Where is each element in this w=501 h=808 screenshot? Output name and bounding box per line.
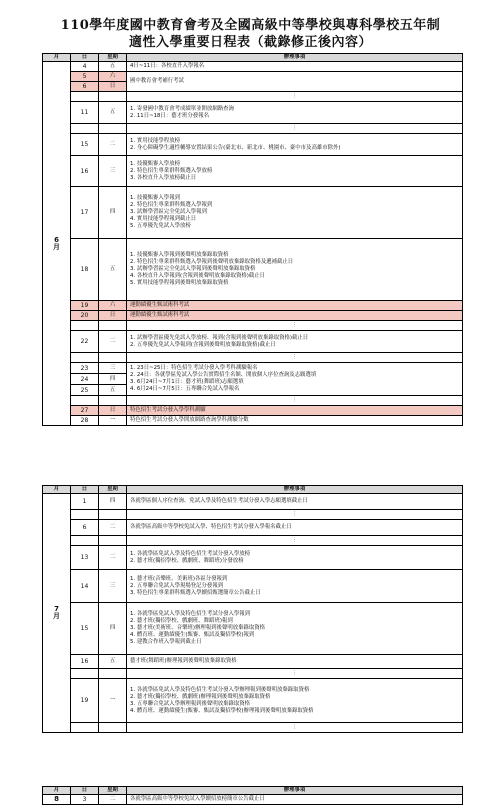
event-cell [127, 156, 463, 187]
table-row [43, 679, 463, 723]
event-cell [127, 134, 463, 156]
event-line: 5. 建教合作班入學報到截止日 [130, 639, 202, 645]
gap-row [43, 396, 463, 406]
event-line: 3. 6月24日~7月1日：藝才班(舞蹈班)志願選填 [130, 379, 244, 385]
table-row [43, 72, 463, 82]
day-cell: 4 [71, 62, 99, 72]
header-day: 日 [71, 486, 99, 494]
header-day: 日 [71, 54, 99, 62]
event-line: 1. 各就學區免試入學及特色招生考試分發入學辦理報到後聲明放棄錄取資格 [130, 686, 310, 693]
day-cell: 13 [71, 546, 99, 570]
event-line: 3. 五專聯合免試入學辦理報到後聲明放棄錄取資格 [130, 700, 251, 707]
header-event: 辦理事項 [127, 787, 463, 795]
event-cell [127, 239, 463, 301]
day-cell: 28 [71, 416, 99, 426]
gap-row [43, 669, 463, 679]
gap-mark: ⋮ [127, 536, 463, 546]
table-row [43, 187, 463, 239]
day-cell: 19 [71, 301, 99, 311]
event-cell [127, 331, 463, 353]
event-cell [127, 62, 463, 72]
gap-row [43, 723, 463, 733]
weekday-cell: 日 [99, 406, 127, 416]
event-line: 3. 試辦學習區完全免試入學報到 [130, 209, 207, 215]
weekday-cell: 二 [99, 134, 127, 156]
table-row [43, 494, 463, 510]
day-cell: 16 [71, 156, 99, 187]
event-cell [127, 187, 463, 239]
header-event: 辦理事項 [127, 54, 463, 62]
month-label: 7 月 [53, 605, 60, 620]
event-line: 各就學區高級中等學校免試入學續招放榜簡章公告截止日 [130, 796, 265, 802]
gap-mark: ⋮ [127, 510, 463, 520]
event-line: 2. 特色招生專業群科甄選入學放榜 [130, 167, 213, 174]
event-cell [127, 416, 463, 426]
header-day: 日 [71, 787, 99, 795]
weekday-cell: 二 [99, 546, 127, 570]
event-line: 藝才班(舞蹈班)辦理報到後聲明放棄錄取資格 [130, 658, 237, 664]
gap-mark: ⋮ [127, 669, 463, 679]
month-cell-august: 8 [43, 795, 71, 805]
weekday-cell: 五 [99, 62, 127, 72]
event-line: 國中教育會考補行考試 [130, 78, 184, 84]
weekday-cell: 一 [99, 416, 127, 426]
event-cell [127, 102, 463, 124]
event-line: 4. 實用技能學程報到截止日 [130, 216, 197, 222]
weekday-cell: 日 [99, 82, 127, 92]
weekday-cell: 二 [99, 795, 127, 805]
table-header [43, 54, 463, 62]
weekday-cell: 五 [99, 239, 127, 301]
event-line: 1. 試辦學習區優先免試入學放榜、報到(含報到後聲明放棄錄取資格)截止日 [130, 334, 309, 341]
weekday-cell: 二 [99, 331, 127, 353]
event-cell [127, 520, 463, 536]
weekday-cell: 五 [99, 102, 127, 124]
table-row [43, 546, 463, 570]
event-line: 2. 特色招生專業群科甄選入學報到 [130, 202, 213, 208]
gap-row [43, 353, 463, 363]
event-line: 3. 各校直升入學放榜截止日 [130, 174, 197, 181]
gap-mark: ⋮ [127, 124, 463, 134]
event-cell [127, 311, 463, 321]
event-line: 4. 體育班、運動績優生(甄審、甄試及獨招學校)辦理報到後聲明放棄錄取資格 [130, 707, 314, 714]
event-cell [127, 301, 463, 311]
day-cell: 17 [71, 187, 99, 239]
month-label: 6 月 [53, 235, 60, 251]
day-cell: 14 [71, 570, 99, 603]
header-month: 月 [43, 787, 71, 795]
event-line: 運動績優生甄試術科考試 [130, 312, 190, 318]
event-line: 2. 藝才班(獨招學校、戲劇班)辦理報到後聲明放棄錄取資格 [130, 693, 271, 700]
event-line: 運動績優生甄試術科考試 [130, 302, 190, 308]
event-cell [127, 795, 463, 805]
schedule-table-june [42, 53, 463, 426]
weekday-cell: 三 [99, 570, 127, 603]
event-line: 特色招生考試分發入學開放網路查詢學科測驗分數 [130, 417, 249, 423]
event-line: 3. 特色招生專業群科甄選入學續招甄選簡章公告截止日 [130, 589, 261, 596]
event-cell [127, 363, 463, 396]
weekday-cell: 一 [99, 679, 127, 723]
table-row [43, 406, 463, 416]
table-row [43, 156, 463, 187]
day-cell: 19 [71, 679, 99, 723]
day-cell: 6 [71, 520, 99, 536]
day-cell: 6 [71, 82, 99, 92]
event-cell [127, 603, 463, 655]
event-line: 2. 五專聯合免試入學現場登記分發報到 [130, 582, 224, 589]
event-line: 2. 藝才班(獨招學校、戲劇班、舞蹈班)分發放榜 [130, 557, 244, 564]
table-row [43, 520, 463, 536]
month-cell-june [43, 62, 71, 426]
gap-mark: ⋮ [127, 396, 463, 406]
weekday-cell: 日 [99, 311, 127, 321]
document-subtitle: 適性入學重要日程表（截錄修正後內容） [128, 35, 372, 50]
table-row [43, 239, 463, 301]
event-line: 特色招生考試分發入學學科測驗 [130, 407, 206, 413]
event-line: 4. 6月24日~7月5日：五專聯合免試入學報名 [130, 386, 240, 392]
weekday-cell: 四 [99, 374, 127, 385]
day-cell: 3 [71, 795, 99, 805]
gap-row [43, 124, 463, 134]
gap-row [43, 510, 463, 520]
event-line: 5. 五專優先免試入學放榜 [130, 223, 191, 229]
event-line: 4. 體育班、運動績優生(甄審、甄試及獨招學校)報到 [130, 632, 255, 638]
event-line: 2. 24日：各就學區免試入學公告實際招生名額、開放個人序位查詢及志願選填 [130, 372, 317, 378]
table-row [43, 331, 463, 353]
weekday-cell: 五 [99, 385, 127, 396]
weekday-cell: 三 [99, 363, 127, 374]
day-cell: 20 [71, 311, 99, 321]
header-month: 月 [43, 54, 71, 62]
gap-mark: ⋮ [127, 92, 463, 102]
event-line: 1. 藝才班(音樂班、美術班)各區分發報到 [130, 575, 228, 582]
event-cell [127, 570, 463, 603]
event-cell [127, 655, 463, 669]
gap-mark: ⋮ [127, 321, 463, 331]
day-cell: 27 [71, 406, 99, 416]
event-line: 2. 身心障礙學生適性輔導安置結果公告(臺北市、新北市、桃園市、臺中市及高雄市除外) [130, 144, 341, 151]
header-event: 辦理事項 [127, 486, 463, 494]
event-line: 2. 五專優先免試入學報到(含報到後聲明放棄錄取資格)截止日 [130, 341, 276, 348]
month-cell-july [43, 494, 71, 733]
document-title: 110學年度國中教育會考及全國高級中等學校與專科學校五年制 [60, 18, 441, 33]
event-line: 各就學區高級中等學校免試入學、特色招生考試分發入學報名截止日 [130, 524, 292, 530]
event-line: 1. 寄發國中教育會考成績單並開放網路查詢 [130, 105, 234, 112]
weekday-cell: 五 [99, 655, 127, 669]
event-line: 1. 實用技能學程放榜 [130, 137, 180, 144]
table-row [43, 301, 463, 311]
table-row [43, 102, 463, 124]
day-cell: 16 [71, 655, 99, 669]
event-line: 1. 技優甄審入學報到後聲明放棄錄取資格 [130, 252, 229, 258]
event-cell [127, 546, 463, 570]
day-cell: 11 [71, 102, 99, 124]
day-cell: 15 [71, 134, 99, 156]
day-cell: 15 [71, 603, 99, 655]
header-weekday: 星期 [99, 787, 127, 795]
weekday-cell: 三 [99, 156, 127, 187]
schedule-table-july [42, 485, 463, 733]
day-cell: 25 [71, 385, 99, 396]
weekday-cell: 六 [99, 72, 127, 82]
table-row [43, 62, 463, 72]
table-row [43, 416, 463, 426]
header-weekday: 星期 [99, 54, 127, 62]
gap-mark: ⋮ [127, 723, 463, 733]
event-line: 3. 藝才班(美術班、音樂班)辦理報到後聲明放棄錄取資格 [130, 625, 266, 631]
table-row [43, 603, 463, 655]
day-cell: 23 [71, 363, 99, 374]
event-line: 4. 各校直升入學報到(含報到後聲明放棄錄取資格)截止日 [130, 273, 266, 279]
schedule-table-august [42, 786, 463, 805]
event-line: 5. 實用技能學程報到後聲明放棄錄取資格 [130, 280, 229, 286]
table-header [43, 486, 463, 494]
table-row [43, 311, 463, 321]
event-line: 1. 各就學區免試入學及特色招生考試分發入學報到 [130, 611, 251, 617]
event-line: 1. 各就學區免試入學及特色招生考試分發入學放榜 [130, 550, 251, 557]
event-line: 1. 23日~25日：特色招生考試分發入學考科測驗報名 [130, 365, 258, 371]
gap-row [43, 536, 463, 546]
event-line: 2. 11日~18日：藝才班分發報名 [130, 112, 209, 119]
event-line: 2. 藝才班(獨招學校、戲劇班、舞蹈班)報到 [130, 618, 233, 624]
event-line: 3. 試辦學習區完全免試入學報到後聲明放棄錄取資格 [130, 266, 256, 272]
event-cell [127, 406, 463, 416]
header-weekday: 星期 [99, 486, 127, 494]
weekday-cell: 四 [99, 494, 127, 510]
weekday-cell: 六 [99, 301, 127, 311]
table-row [43, 655, 463, 669]
gap-mark: ⋮ [127, 353, 463, 363]
event-cell [127, 72, 463, 92]
table-header [43, 787, 463, 795]
table-row [43, 363, 463, 374]
day-cell: 1 [71, 494, 99, 510]
table-row [43, 795, 463, 805]
gap-row [43, 321, 463, 331]
day-cell: 22 [71, 331, 99, 353]
event-line: 4日~11日：各校直升入學報名 [130, 63, 205, 69]
day-cell: 5 [71, 72, 99, 82]
event-line: 1. 技優甄審入學放榜 [130, 160, 180, 167]
day-cell: 18 [71, 239, 99, 301]
event-line: 2. 特色招生專業群科甄選入學報到後聲明放棄錄取資格及遞補截止日 [130, 259, 294, 265]
table-row [43, 570, 463, 603]
event-cell [127, 679, 463, 723]
gap-row [43, 92, 463, 102]
day-cell: 24 [71, 374, 99, 385]
weekday-cell: 二 [99, 520, 127, 536]
event-line: 各就學區個人序位查詢、免試入學及特色招生考試分發入學志願選填截止日 [130, 498, 308, 504]
header-month: 月 [43, 486, 71, 494]
weekday-cell: 四 [99, 187, 127, 239]
weekday-cell: 四 [99, 603, 127, 655]
event-cell [127, 494, 463, 510]
table-row [43, 134, 463, 156]
event-line: 1. 技優甄審入學報到 [130, 195, 180, 201]
